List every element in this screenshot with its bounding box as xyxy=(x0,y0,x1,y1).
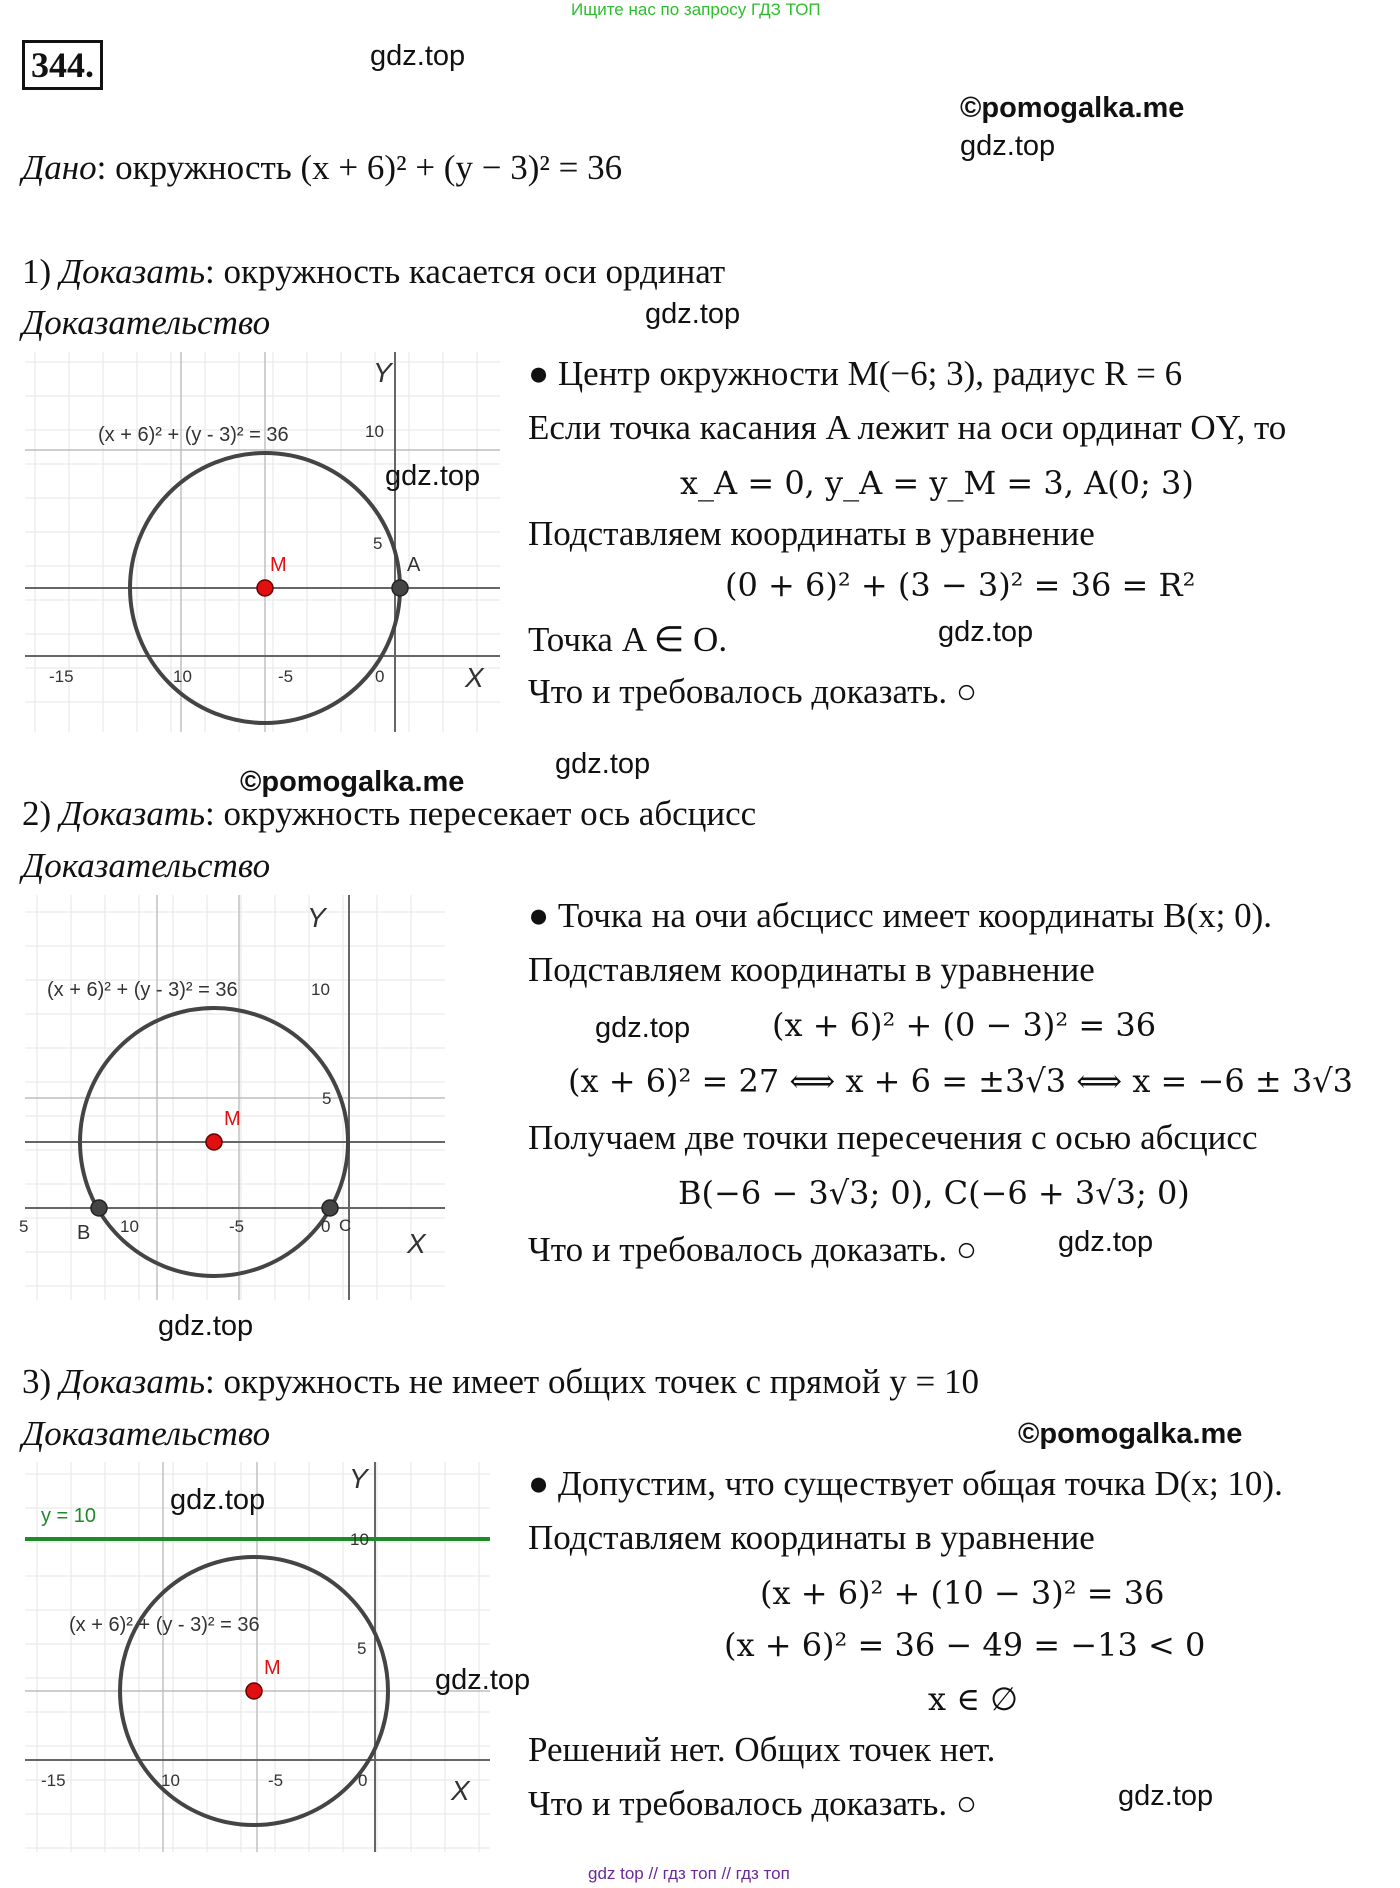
x-axis-label: X xyxy=(407,1228,426,1259)
given-text: : окружность (x + 6)² + (y − 3)² = 36 xyxy=(96,148,623,187)
circle-equation: (x + 6)² + (y - 3)² = 36 xyxy=(47,979,238,1001)
problem-number: 344. xyxy=(22,40,103,90)
tick-x-5: 5 xyxy=(19,1217,29,1236)
tick-x--5: -5 xyxy=(268,1771,284,1790)
part2-line-2: Подставляем координаты в уравнение xyxy=(528,950,1095,989)
watermark-gdz: gdz.top xyxy=(555,748,651,780)
part1-line-2: Если точка касания A лежит на оси ординат OY, то xyxy=(528,408,1287,447)
part1-line-6: Точка A ∈ O. xyxy=(528,620,728,659)
watermark-gdz: gdz.top xyxy=(385,460,481,492)
top-banner[interactable]: Ищите нас по запросу ГДЗ ТОП xyxy=(571,0,821,19)
proof-label: Доказательство xyxy=(22,846,271,885)
claim-label: Доказать xyxy=(59,794,206,833)
part-number: 2) xyxy=(22,794,60,833)
part2-line-3: (x + 6)² + (0 − 3)² = 36 xyxy=(772,1006,1157,1044)
part-number: 3) xyxy=(22,1362,60,1401)
tick-y-10: 10 xyxy=(350,1530,369,1549)
point-a xyxy=(392,580,408,596)
given-label: Дано xyxy=(22,148,97,187)
graph-1 xyxy=(25,352,500,732)
label-c: C xyxy=(339,1216,352,1235)
part1-line-7: Что и требовалось доказать. ○ xyxy=(528,672,978,711)
y-axis-label: Y xyxy=(307,902,326,933)
label-m: M xyxy=(270,554,287,576)
watermark-pomogalka: ©pomogalka.me xyxy=(1018,1418,1243,1450)
watermark-pomogalka: ©pomogalka.me xyxy=(960,92,1185,124)
tick-y-10: 10 xyxy=(365,422,384,441)
claim-text: : окружность пересекает ось абсцисс xyxy=(205,794,757,833)
part1-line-4: Подставляем координаты в уравнение xyxy=(528,514,1095,553)
point-m xyxy=(246,1683,262,1699)
watermark-gdz: gdz.top xyxy=(435,1664,531,1696)
tick-y-10: 10 xyxy=(311,980,330,999)
footer-links[interactable]: gdz top // гдз топ // гдз топ xyxy=(588,1864,790,1883)
x-axis-label: X xyxy=(451,1775,470,1806)
watermark-gdz: gdz.top xyxy=(595,1012,691,1044)
tick-x-0: 0 xyxy=(375,667,385,686)
part3-claim xyxy=(22,1362,979,1402)
part3-line-7: Что и требовалось доказать. ○ xyxy=(528,1784,978,1823)
part2-claim xyxy=(22,794,756,834)
part2-line-4: (x + 6)² = 27 ⟺ x + 6 = ±3√3 ⟺ x = −6 ± 3√3 xyxy=(568,1062,1353,1100)
point-b xyxy=(91,1200,107,1216)
watermark-gdz: gdz.top xyxy=(645,298,741,330)
claim-label: Доказать xyxy=(59,252,206,291)
line-label: y = 10 xyxy=(41,1505,97,1527)
part1-line-1: ● Центр окружности M(−6; 3), радиус R = 6 xyxy=(528,354,1183,393)
watermark-gdz: gdz.top xyxy=(170,1484,266,1516)
tick-x-10: 10 xyxy=(120,1217,139,1236)
tick-x--15: -15 xyxy=(41,1771,66,1790)
part3-line-6: Решений нет. Общих точек нет. xyxy=(528,1730,996,1769)
proof-label: Доказательство xyxy=(22,303,271,342)
part2-line-5: Получаем две точки пересечения с осью абсцисс xyxy=(528,1118,1258,1157)
point-m xyxy=(206,1134,222,1150)
tick-y-5: 5 xyxy=(373,534,383,553)
tick-x--15: -15 xyxy=(49,667,74,686)
tick-x-0: 0 xyxy=(321,1217,331,1236)
circle-equation: (x + 6)² + (y - 3)² = 36 xyxy=(98,424,289,446)
part-number: 1) xyxy=(22,252,60,291)
label-a: A xyxy=(407,554,421,576)
watermark-gdz: gdz.top xyxy=(158,1310,254,1342)
label-m: M xyxy=(264,1657,281,1679)
watermark-gdz: gdz.top xyxy=(938,616,1034,648)
part3-line-4: (x + 6)² = 36 − 49 = −13 < 0 xyxy=(724,1626,1206,1664)
proof-label: Доказательство xyxy=(22,1414,271,1453)
graph-2 xyxy=(19,895,445,1300)
watermark-gdz: gdz.top xyxy=(960,130,1056,162)
watermark-pomogalka: ©pomogalka.me xyxy=(240,766,465,798)
part2-line-6: B(−6 − 3√3; 0), C(−6 + 3√3; 0) xyxy=(678,1174,1190,1212)
part3-line-1: ● Допустим, что существует общая точка D(x; 10). xyxy=(528,1464,1283,1503)
tick-x-10: 10 xyxy=(161,1771,180,1790)
part3-line-3: (x + 6)² + (10 − 3)² = 36 xyxy=(760,1574,1165,1612)
y-axis-label: Y xyxy=(373,357,392,388)
part1-line-3: x_A = 0, y_A = y_M = 3, A(0; 3) xyxy=(680,464,1194,502)
watermark-gdz: gdz.top xyxy=(370,40,466,72)
y-axis-label: Y xyxy=(349,1463,368,1494)
watermark-gdz: gdz.top xyxy=(1118,1780,1214,1812)
tick-x-0: 0 xyxy=(358,1771,368,1790)
part1-line-5: (0 + 6)² + (3 − 3)² = 36 = R² xyxy=(725,566,1196,604)
claim-text: : окружность касается оси ординат xyxy=(205,252,726,291)
part3-line-2: Подставляем координаты в уравнение xyxy=(528,1518,1095,1557)
claim-text: : окружность не имеет общих точек с прямой y = 10 xyxy=(205,1362,979,1401)
tick-y-5: 5 xyxy=(357,1639,367,1658)
given-line xyxy=(22,148,622,188)
tick-x--5: -5 xyxy=(229,1217,245,1236)
part2-line-1: ● Точка на очи абсцисс имеет координаты B(x; 0). xyxy=(528,896,1273,935)
point-m xyxy=(257,580,273,596)
part2-line-7: Что и требовалось доказать. ○ xyxy=(528,1230,978,1269)
point-c xyxy=(322,1200,338,1216)
tick-y-5: 5 xyxy=(322,1089,332,1108)
circle-equation: (x + 6)² + (y - 3)² = 36 xyxy=(69,1614,260,1636)
tick-x--5: -5 xyxy=(278,667,294,686)
part1-claim xyxy=(22,252,725,292)
part3-line-5: x ∈ ∅ xyxy=(928,1680,1018,1718)
graph-3 xyxy=(25,1462,490,1852)
label-b: B xyxy=(77,1222,91,1244)
label-m: M xyxy=(224,1108,241,1130)
watermark-gdz: gdz.top xyxy=(1058,1226,1154,1258)
x-axis-label: X xyxy=(465,662,484,693)
tick-x-10: 10 xyxy=(173,667,192,686)
claim-label: Доказать xyxy=(59,1362,206,1401)
